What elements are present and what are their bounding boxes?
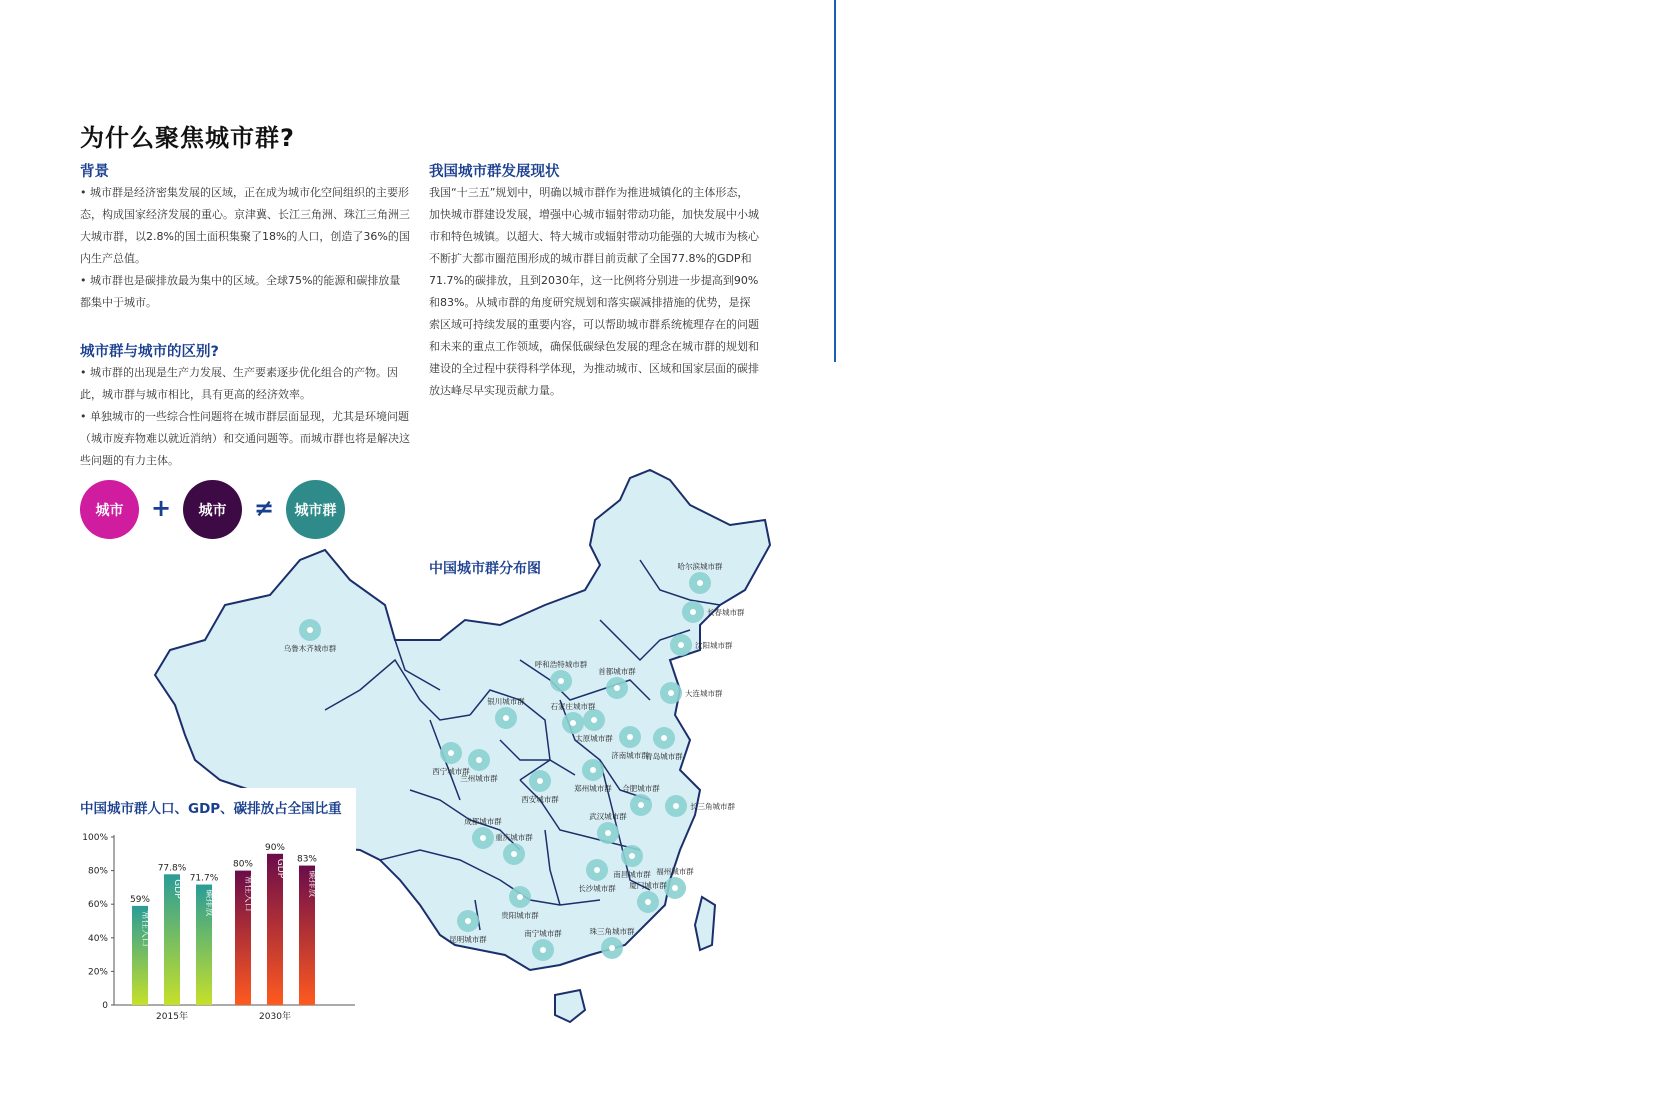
cluster-marker [689,572,711,594]
bar-value-label: 59% [129,894,151,905]
hainan-island [555,990,585,1022]
y-tick-label: 80% [87,866,108,877]
cluster-marker [630,794,652,816]
background-heading: 背景 [80,164,109,180]
cluster-marker [582,759,604,781]
cluster-label: 合肥城市群 [622,784,660,793]
cluster-label: 福州城市群 [656,867,694,876]
page-title: 为什么聚焦城市群? [80,124,295,152]
cluster-label: 南昌城市群 [613,870,651,879]
bar-series-label: GDP [275,858,285,879]
cluster-marker [670,634,692,656]
cluster-marker [597,822,619,844]
bar-series-label: GDP [172,879,182,899]
cluster-label: 西宁城市群 [432,767,470,776]
cluster-label: 太原城市群 [575,734,613,743]
cluster-label: 厦门城市群 [629,881,667,890]
city-circle-2: 城市 [183,480,242,539]
cluster-marker [660,682,682,704]
not-equal-sign: ≠ [254,494,275,522]
cluster-marker [472,827,494,849]
bar-value-label: 80% [232,859,254,870]
cluster-marker [440,742,462,764]
cluster-marker [665,795,687,817]
cluster-label: 沈阳城市群 [695,641,733,650]
bar-series-label: 常住人口 [140,910,150,947]
bar-value-label: 71.7% [189,873,219,884]
cluster-marker [682,601,704,623]
x-category-label: 2015年 [156,1012,188,1022]
cluster-label: 昆明城市群 [449,935,487,944]
cluster-label: 郑州城市群 [574,784,612,793]
cluster-marker [606,677,628,699]
chart-title: 中国城市群人口、GDP、碳排放占全国比重 [80,801,342,817]
cluster-marker [664,877,686,899]
y-tick-label: 20% [87,967,108,978]
cluster-label: 贵阳城市群 [501,911,539,920]
y-tick-label: 40% [87,933,108,944]
cluster-marker [503,843,525,865]
cluster-marker [457,910,479,932]
difference-bullet-2: • 单独城市的一些综合性问题将在城市群层面显现，尤其是环境问题（城市废弃物难以就近消纳）和交通问题等。而城市群也将是解决这些问题的有力主体。 [80,410,410,467]
city-circle-1: 城市 [80,480,139,539]
cluster-marker [509,886,531,908]
x-category-label: 2030年 [259,1012,291,1022]
cluster-label: 兰州城市群 [460,774,498,783]
cluster-label: 西安城市群 [521,795,559,804]
bar-series-label: 碳排放 [204,889,214,917]
cluster-marker [529,770,551,792]
cluster-marker [601,937,623,959]
cluster-label: 济南城市群 [611,751,649,760]
cluster-marker [550,670,572,692]
cluster-label: 重庆城市群 [495,833,533,842]
share-bar-chart [72,818,362,1030]
cluster-marker [637,891,659,913]
taiwan-island [695,897,715,950]
cluster-marker [299,619,321,641]
cluster-label: 大连城市群 [685,689,723,698]
cluster-marker [583,709,605,731]
cluster-label: 南宁城市群 [524,929,562,938]
cluster-label: 长春城市群 [707,608,745,617]
background-bullet-2: • 城市群也是碳排放最为集中的区域。全球75%的能源和碳排放量都集中于城市。 [80,274,401,309]
cluster-marker [619,726,641,748]
difference-heading: 城市群与城市的区别? [80,344,219,360]
status-paragraph: 我国“十三五”规划中，明确以城市群作为推进城镇化的主体形态，加快城市群建设发展，增强中心城市辐射带动功能，加快发展中小城市和特色城镇。以超大、特大城市或辐射带动功能强的大城市为核心不断扩大都市圈范围形成的城市群目前贡献了全国77.8%的GDP和71.7%的碳排放，且到2030年，这一比例将分别进一步提高到90%和83%。从城市群的角度研究规划和落实碳减排措施的优势，是探索区域可持续发展的重要内容，可以帮助城市群系统梳理存在的问题和未来的重点工作领域，确保低碳绿色发展的理念在城市群的规划和建设的全过程中获得科学体现，为推动城市、区域和国家层面的碳排放达峰尽早实现贡献力量。 [429,186,759,397]
cluster-label: 首都城市群 [598,667,636,676]
cluster-label: 呼和浩特城市群 [534,660,588,669]
cluster-label: 长三角城市群 [690,802,735,811]
cluster-label: 成都城市群 [464,817,502,826]
cluster-marker [586,859,608,881]
difference-bullet-1: • 城市群的出现是生产力发展、生产要素逐步优化组合的产物。因此，城市群与城市相比，具有更高的经济效率。 [80,366,398,401]
cluster-label: 珠三角城市群 [589,927,635,936]
cluster-label: 乌鲁木齐城市群 [283,644,337,653]
map-title: 中国城市群分布图 [429,561,541,577]
cluster-marker [532,939,554,961]
cluster-label: 哈尔滨城市群 [677,562,723,571]
cluster-label: 武汉城市群 [589,812,627,821]
y-tick-label: 100% [82,833,108,843]
y-tick-label: 60% [87,900,108,911]
cluster-label: 青岛城市群 [645,752,683,761]
cluster-label: 银川城市群 [487,697,525,706]
bar-value-label: 83% [296,854,318,865]
cluster-label: 长沙城市群 [578,884,616,893]
city-cluster-circle: 城市群 [286,480,345,539]
cluster-marker [653,727,675,749]
background-bullet-1: • 城市群是经济密集发展的区域，正在成为城市化空间组织的主要形态，构成国家经济发展的重心。京津冀、长江三角洲、珠江三角洲三大城市群，以2.8%的国土面积集聚了18%的人口，创造了36%的国内生产总值。 [80,186,410,265]
cluster-label: 石家庄城市群 [550,702,596,711]
cluster-marker [495,707,517,729]
bar-value-label: 90% [264,842,286,853]
y-tick-label: 0 [102,1001,108,1011]
cluster-marker [562,712,584,734]
bar-value-label: 77.8% [157,863,187,874]
cluster-marker [468,749,490,771]
cluster-marker [621,845,643,867]
plus-sign: + [151,494,172,522]
bar-series-label: 碳排放 [307,870,317,898]
status-heading: 我国城市群发展现状 [429,164,560,180]
chart-bars [129,854,318,1005]
bar-series-label: 常住人口 [243,875,253,912]
